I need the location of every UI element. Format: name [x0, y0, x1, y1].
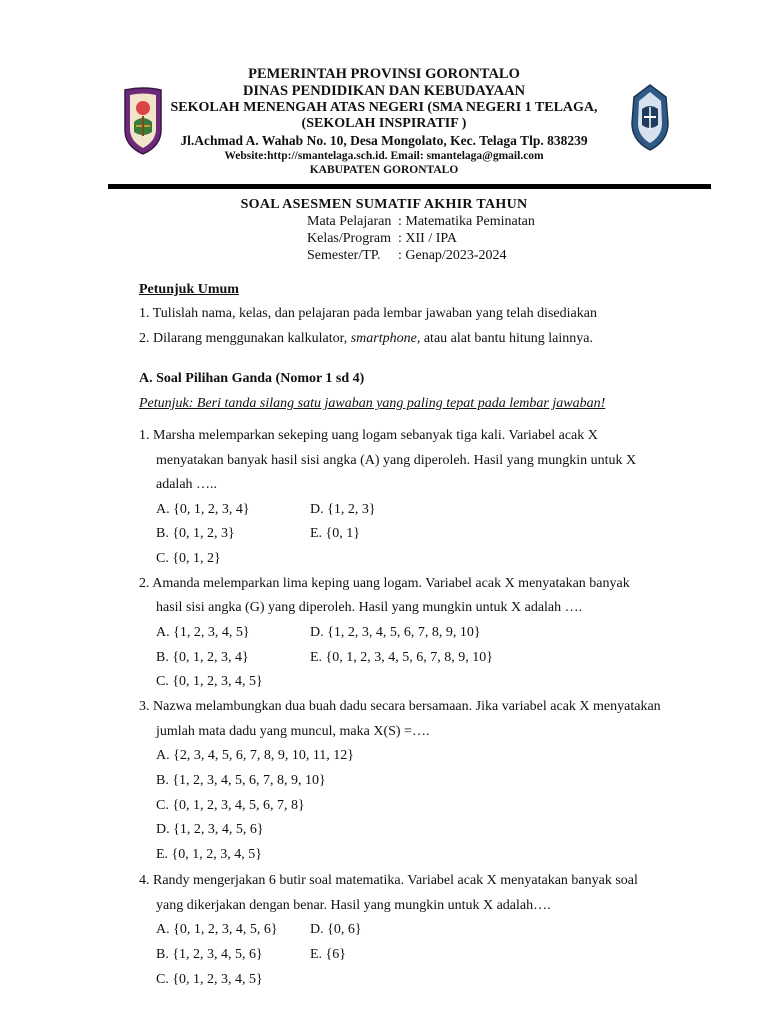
question-1-text: 1. Marsha melemparkan sekeping uang logam sebanyak tiga kali. Variabel acak X [139, 428, 598, 443]
question-1-text-cont: adalah ….. [156, 477, 218, 492]
question-1-option-a: A. {0, 1, 2, 3, 4} [156, 502, 250, 517]
question-3-option-e: E. {0, 1, 2, 3, 4, 5} [156, 847, 262, 862]
question-1-option-d: D. {1, 2, 3} [310, 502, 376, 517]
question-1-text-cont: menyatakan banyak hasil sisi angka (A) yang diperoleh. Hasil yang mungkin untuk X [156, 453, 637, 468]
question-4-option-d: D. {0, 6} [310, 922, 362, 937]
instruction-2-emphasis: smartphone [350, 331, 417, 346]
question-2-option-c: C. {0, 1, 2, 3, 4, 5} [156, 674, 263, 689]
header-thick-rule [108, 184, 711, 189]
exam-info-label: Semester/TP. [307, 248, 381, 263]
letterhead-line-3: SEKOLAH MENENGAH ATAS NEGERI (SMA NEGERI 1 TELAGA, [170, 100, 598, 115]
question-1-option-b: B. {0, 1, 2, 3} [156, 526, 235, 541]
exam-info-value: : XII / IPA [398, 231, 457, 246]
question-3-option-a: A. {2, 3, 4, 5, 6, 7, 8, 9, 10, 11, 12} [156, 748, 355, 763]
letterhead-line-1: PEMERINTAH PROVINSI GORONTALO [248, 66, 520, 82]
exam-info-value: : Matematika Peminatan [398, 214, 535, 229]
exam-info-label: Mata Pelajaran [307, 214, 392, 229]
exam-info-class [307, 230, 457, 247]
letterhead-line-2: DINAS PENDIDIKAN DAN KEBUDAYAAN [242, 83, 526, 99]
question-4-option-c: C. {0, 1, 2, 3, 4, 5} [156, 972, 263, 987]
exam-title: SOAL ASESMEN SUMATIF AKHIR TAHUN [240, 197, 528, 212]
question-3-text-cont: jumlah mata dadu yang muncul, maka X(S) =…. [156, 724, 430, 739]
question-4-option-b: B. {1, 2, 3, 4, 5, 6} [156, 947, 263, 962]
section-a-instruction: Petunjuk: Beri tanda silang satu jawaban yang paling tepat pada lembar jawaban! [139, 396, 606, 411]
letterhead-line-4: (SEKOLAH INSPIRATIF ) [301, 116, 467, 131]
question-3-option-d: D. {1, 2, 3, 4, 5, 6} [156, 822, 264, 837]
question-2-text: 2. Amanda melemparkan lima keping uang logam. Variabel acak X menyatakan banyak [139, 576, 630, 591]
question-2-option-d: D. {1, 2, 3, 4, 5, 6, 7, 8, 9, 10} [310, 625, 481, 640]
question-4-text: 4. Randy mengerjakan 6 butir soal matematika. Variabel acak X menyatakan banyak soal [139, 873, 638, 888]
general-instruction-2 [139, 331, 593, 347]
question-4-option-a: A. {0, 1, 2, 3, 4, 5, 6} [156, 922, 278, 937]
question-3-option-c: C. {0, 1, 2, 3, 4, 5, 6, 7, 8} [156, 798, 305, 813]
question-3-option-b: B. {1, 2, 3, 4, 5, 6, 7, 8, 9, 10} [156, 773, 326, 788]
question-2-option-a: A. {1, 2, 3, 4, 5} [156, 625, 250, 640]
exam-info-semester [307, 247, 506, 264]
question-4-option-e: E. {6} [310, 947, 346, 962]
general-instruction-1: 1. Tulislah nama, kelas, dan pelajaran pada lembar jawaban yang telah disediakan [139, 306, 597, 321]
question-1-option-c: C. {0, 1, 2} [156, 551, 221, 566]
question-2-option-e: E. {0, 1, 2, 3, 4, 5, 6, 7, 8, 9, 10} [310, 650, 493, 665]
regency-name: KABUPATEN GORONTALO [309, 164, 459, 176]
section-a-heading: A. Soal Pilihan Ganda (Nomor 1 sd 4) [139, 371, 365, 386]
general-instructions-heading: Petunjuk Umum [139, 282, 239, 297]
exam-info-subject [307, 213, 535, 230]
question-2-option-b: B. {0, 1, 2, 3, 4} [156, 650, 249, 665]
instruction-2-text: 2. Dilarang menggunakan kalkulator, [139, 331, 351, 346]
school-address: Jl.Achmad A. Wahab No. 10, Desa Mongolato, Kec. Telaga Tlp. 838239 [180, 133, 588, 148]
question-2-text-cont: hasil sisi angka (G) yang diperoleh. Hasil yang mungkin untuk X adalah …. [156, 600, 583, 615]
question-4-text-cont: yang dikerjakan dengan benar. Hasil yang mungkin untuk X adalah…. [156, 898, 551, 913]
exam-info-value: : Genap/2023-2024 [398, 248, 507, 263]
school-website-email: Website:http://smantelaga.sch.id. Email: smantelaga@gmail.com [224, 150, 544, 162]
question-1-option-e: E. {0, 1} [310, 526, 360, 541]
exam-info-label: Kelas/Program [307, 231, 391, 246]
question-3-text: 3. Nazwa melambungkan dua buah dadu secara bersamaan. Jika variabel acak X menyatakan [139, 699, 661, 714]
instruction-2-text-end: , atau alat bantu hitung lainnya. [416, 331, 593, 346]
